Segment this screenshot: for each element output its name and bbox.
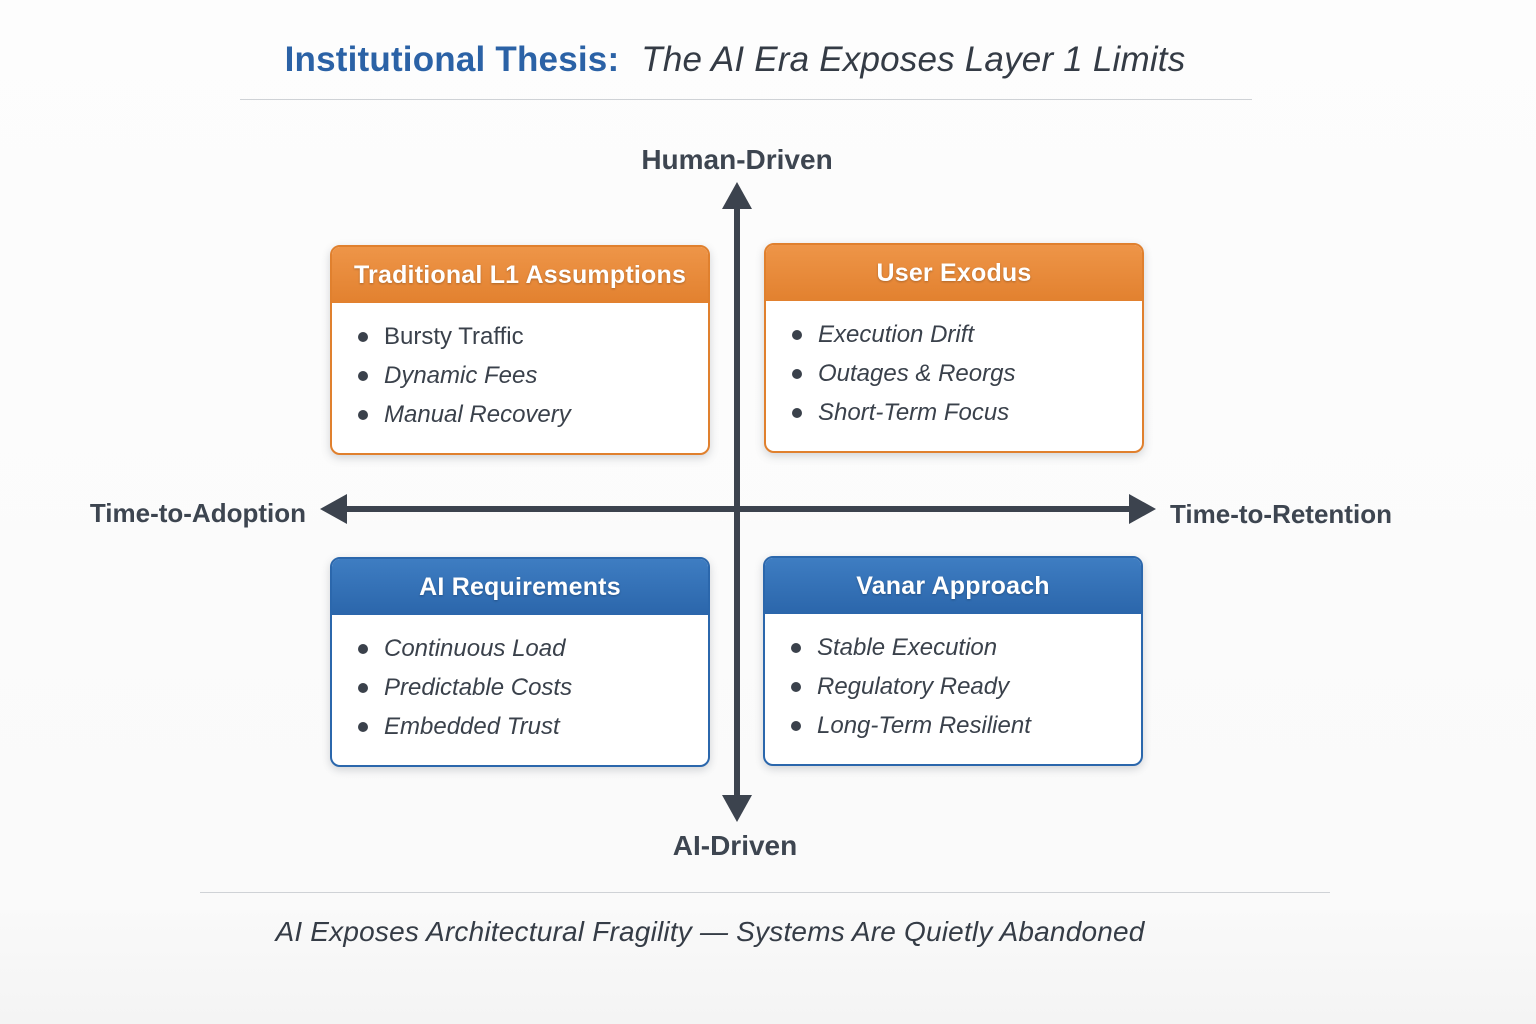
quadrant-header: Traditional L1 Assumptions xyxy=(332,247,708,303)
title-emphasis: The AI Era Exposes Layer 1 Limits xyxy=(641,40,1186,79)
footer-tagline: AI Exposes Architectural Fragility — Systems Are Quietly Abandoned xyxy=(275,916,1145,947)
quadrant-header: Vanar Approach xyxy=(765,558,1141,614)
horizontal-axis-line xyxy=(342,506,1134,512)
bullet-item: Stable Execution xyxy=(817,628,1133,667)
quadrant-ai-requirements xyxy=(330,557,710,767)
quadrant-bullet-list xyxy=(766,301,1142,432)
bullet-item: Execution Drift xyxy=(818,315,1134,354)
quadrant-vanar-approach xyxy=(763,556,1143,766)
bullet-item: Regulatory Ready xyxy=(817,667,1133,706)
quadrant-header: AI Requirements xyxy=(332,559,708,615)
axis-label-ai-driven: AI-Driven xyxy=(672,830,798,861)
axis-label-time-to-adoption: Time-to-Adoption xyxy=(89,498,306,528)
bullet-item: Embedded Trust xyxy=(384,707,700,746)
bottom-divider xyxy=(200,892,1330,893)
page-title xyxy=(0,40,1470,80)
bullet-item: Predictable Costs xyxy=(384,668,700,707)
quadrant-bullet-list xyxy=(332,303,708,434)
vertical-axis-line xyxy=(734,204,740,800)
quadrant-header: User Exodus xyxy=(766,245,1142,301)
bullet-item: Dynamic Fees xyxy=(384,356,700,395)
quadrant-user-exodus xyxy=(764,243,1144,453)
quadrant-traditional-l1-assumptions xyxy=(330,245,710,455)
quadrant-bullet-list xyxy=(332,615,708,746)
bullet-item: Long-Term Resilient xyxy=(817,706,1133,745)
bullet-item: Outages & Reorgs xyxy=(818,354,1134,393)
bullet-item: Manual Recovery xyxy=(384,395,700,434)
bullet-item: Short-Term Focus xyxy=(818,393,1134,432)
bullet-item: Bursty Traffic xyxy=(384,317,700,356)
title-prefix: Institutional Thesis: xyxy=(284,40,620,79)
arrow-up-icon xyxy=(722,182,752,209)
axis-label-human-driven: Human-Driven xyxy=(641,144,833,175)
arrow-down-icon xyxy=(722,795,752,822)
bullet-item: Continuous Load xyxy=(384,629,700,668)
arrow-left-icon xyxy=(320,494,347,524)
quadrant-bullet-list xyxy=(765,614,1141,745)
top-divider xyxy=(240,99,1252,100)
arrow-right-icon xyxy=(1129,494,1156,524)
axis-label-time-to-retention: Time-to-Retention xyxy=(1170,499,1392,529)
